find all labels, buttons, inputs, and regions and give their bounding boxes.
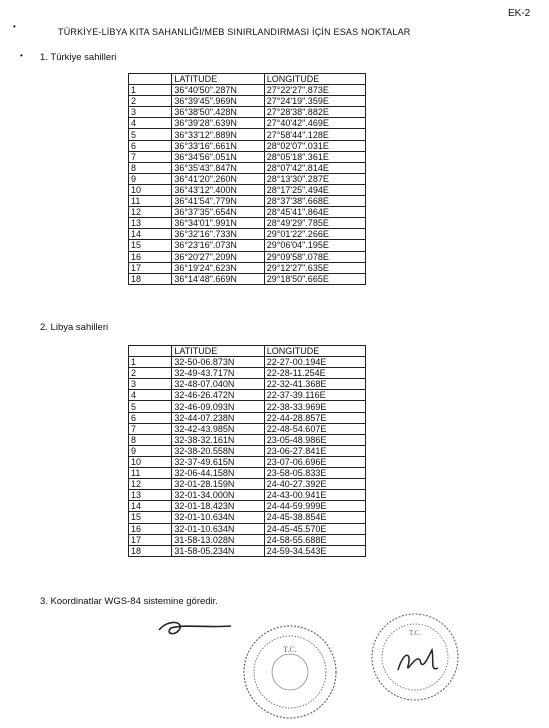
cell-longitude: 24-44-59.999E [264, 501, 365, 512]
cell-latitude: 36°41'54".779N [172, 196, 264, 207]
cell-longitude: 28°49'29".785E [264, 218, 365, 229]
annex-label: EK-2 [508, 8, 531, 19]
table-row [129, 501, 366, 512]
cell-longitude: 22-27-00.194E [264, 357, 365, 368]
cell-longitude: 28°07'42".814E [264, 162, 365, 173]
table-row [129, 207, 366, 218]
table-row [129, 140, 366, 151]
cell-longitude: 24-40-27.392E [264, 479, 365, 490]
cell-longitude: 28°37'38".668E [264, 196, 365, 207]
seal-left-text: T.C. [283, 645, 297, 654]
cell-longitude: 28°05'18".361E [264, 151, 365, 162]
cell-longitude: 22-44-28.857E [264, 412, 365, 423]
cell-latitude: 36°37'35".654N [172, 207, 264, 218]
cell-index: 4 [129, 118, 172, 129]
cell-latitude: 32-46-09.093N [172, 401, 264, 412]
table-row [129, 379, 366, 390]
cell-longitude: 24-59-34.543E [264, 545, 365, 556]
seal-right-text: T.C. [409, 629, 421, 637]
cell-index: 3 [129, 379, 172, 390]
cell-latitude: 31-58-13.028N [172, 534, 264, 545]
cell-longitude: 28°45'41".864E [264, 207, 365, 218]
cell-latitude: 36°33'12".889N [172, 129, 264, 140]
table-row [129, 445, 366, 456]
cell-index: 11 [129, 196, 172, 207]
table-row [129, 184, 366, 195]
column-header-index [129, 74, 172, 85]
cell-latitude: 36°19'24".623N [172, 262, 264, 273]
table-row [129, 401, 366, 412]
cell-longitude: 29°18'50".665E [264, 273, 365, 284]
table-row [129, 479, 366, 490]
cell-latitude: 36°43'12".400N [172, 184, 264, 195]
table-row [129, 196, 366, 207]
libya-coordinates-table [128, 345, 366, 557]
table-row [129, 173, 366, 184]
cell-latitude: 36°34'56".051N [172, 151, 264, 162]
cell-index: 13 [129, 490, 172, 501]
table-header-row [129, 74, 366, 85]
column-header-longitude: LONGITUDE [264, 346, 365, 357]
table-row [129, 434, 366, 445]
table-row [129, 240, 366, 251]
table-row [129, 162, 366, 173]
table-row [129, 512, 366, 523]
cell-longitude: 24-58-55.688E [264, 534, 365, 545]
cell-longitude: 22-48-54.607E [264, 423, 365, 434]
cell-latitude: 32-01-28.159N [172, 479, 264, 490]
cell-latitude: 32-38-20.558N [172, 445, 264, 456]
table-row [129, 468, 366, 479]
cell-longitude: 22-32-41.368E [264, 379, 365, 390]
cell-longitude: 28°17'25".494E [264, 184, 365, 195]
table-row [129, 129, 366, 140]
cell-longitude: 23-06-27.841E [264, 445, 365, 456]
signature-stroke [155, 612, 235, 642]
column-header-latitude: LATITUDE [172, 346, 264, 357]
cell-longitude: 27°24'19".359E [264, 96, 365, 107]
cell-longitude: 27°22'27".873E [264, 85, 365, 96]
cell-index: 11 [129, 468, 172, 479]
table-row [129, 545, 366, 556]
cell-latitude: 32-46-26.472N [172, 390, 264, 401]
table-row [129, 107, 366, 118]
table-row [129, 273, 366, 284]
cell-latitude: 36°14'48".669N [172, 273, 264, 284]
cell-index: 13 [129, 218, 172, 229]
bullet-mark: • [20, 51, 23, 60]
cell-index: 12 [129, 479, 172, 490]
cell-index: 17 [129, 262, 172, 273]
cell-latitude: 32-44-07.238N [172, 412, 264, 423]
cell-longitude: 29°06'04".195E [264, 240, 365, 251]
cell-index: 16 [129, 523, 172, 534]
cell-index: 12 [129, 207, 172, 218]
libya-section-heading: 2. Libya sahilleri [40, 322, 109, 333]
cell-latitude: 32-48-07.040N [172, 379, 264, 390]
cell-longitude: 29°09'58".078E [264, 251, 365, 262]
table-row [129, 390, 366, 401]
cell-longitude: 24-43-00.941E [264, 490, 365, 501]
cell-latitude: 36°39'28".639N [172, 118, 264, 129]
cell-index: 18 [129, 545, 172, 556]
cell-latitude: 32-37-49.615N [172, 456, 264, 467]
cell-index: 8 [129, 434, 172, 445]
cell-index: 6 [129, 140, 172, 151]
cell-index: 2 [129, 368, 172, 379]
cell-index: 9 [129, 173, 172, 184]
official-seal-left [240, 622, 340, 722]
cell-latitude: 32-01-18.423N [172, 501, 264, 512]
table-row [129, 218, 366, 229]
cell-latitude: 32-01-34.000N [172, 490, 264, 501]
cell-latitude: 32-49-43.717N [172, 368, 264, 379]
cell-index: 10 [129, 456, 172, 467]
official-seal-right [368, 610, 463, 705]
cell-longitude: 28°02'07".031E [264, 140, 365, 151]
cell-latitude: 32-06-44.158N [172, 468, 264, 479]
cell-index: 6 [129, 412, 172, 423]
bullet-mark: • [13, 22, 16, 31]
cell-latitude: 36°35'43".847N [172, 162, 264, 173]
cell-latitude: 32-01-10.634N [172, 523, 264, 534]
cell-index: 7 [129, 423, 172, 434]
cell-longitude: 22-37-39.116E [264, 390, 365, 401]
cell-index: 17 [129, 534, 172, 545]
cell-index: 15 [129, 240, 172, 251]
cell-index: 18 [129, 273, 172, 284]
cell-longitude: 24-45-45.570E [264, 523, 365, 534]
cell-latitude: 36°38'50".428N [172, 107, 264, 118]
cell-index: 15 [129, 512, 172, 523]
cell-index: 9 [129, 445, 172, 456]
cell-longitude: 23-58-05.833E [264, 468, 365, 479]
cell-latitude: 36°40'50".287N [172, 85, 264, 96]
cell-index: 8 [129, 162, 172, 173]
cell-index: 1 [129, 85, 172, 96]
cell-longitude: 22-28-11.254E [264, 368, 365, 379]
cell-longitude: 27°58'44".128E [264, 129, 365, 140]
table-row [129, 423, 366, 434]
cell-latitude: 36°23'16".073N [172, 240, 264, 251]
table-row [129, 251, 366, 262]
cell-longitude: 23-07-06.696E [264, 456, 365, 467]
table-row [129, 262, 366, 273]
cell-latitude: 32-50-06.873N [172, 357, 264, 368]
cell-longitude: 29°12'27".635E [264, 262, 365, 273]
cell-index: 7 [129, 151, 172, 162]
table-row [129, 490, 366, 501]
column-header-latitude: LATITUDE [172, 74, 264, 85]
cell-latitude: 32-38-32.161N [172, 434, 264, 445]
cell-latitude: 36°33'16".661N [172, 140, 264, 151]
table-row [129, 523, 366, 534]
table-row [129, 118, 366, 129]
cell-longitude: 22-38-33.969E [264, 401, 365, 412]
signature-over-seal [398, 650, 438, 670]
cell-index: 2 [129, 96, 172, 107]
coordinate-system-note: 3. Koordinatlar WGS-84 sistemine göredir. [40, 596, 218, 607]
table-row [129, 534, 366, 545]
cell-longitude: 29°01'22".266E [264, 229, 365, 240]
turkey-coordinates-table [128, 73, 366, 285]
cell-index: 1 [129, 357, 172, 368]
cell-latitude: 32-42-43.985N [172, 423, 264, 434]
table-row [129, 368, 366, 379]
cell-latitude: 31-58-05.234N [172, 545, 264, 556]
cell-longitude: 27°28'38".882E [264, 107, 365, 118]
table-row [129, 151, 366, 162]
table-row [129, 456, 366, 467]
cell-index: 4 [129, 390, 172, 401]
table-row [129, 412, 366, 423]
document-title: TÜRKİYE-LİBYA KITA SAHANLIĞI/MEB SINIRLANDIRMASI İÇİN ESAS NOKTALAR [58, 27, 411, 37]
table-row [129, 85, 366, 96]
turkey-section-heading: 1. Türkiye sahilleri [40, 52, 117, 63]
cell-index: 3 [129, 107, 172, 118]
cell-latitude: 36°41'20".260N [172, 173, 264, 184]
table-row [129, 229, 366, 240]
cell-latitude: 36°32'16".733N [172, 229, 264, 240]
column-header-longitude: LONGITUDE [264, 74, 365, 85]
column-header-index [129, 346, 172, 357]
cell-latitude: 36°20'27".209N [172, 251, 264, 262]
cell-index: 14 [129, 501, 172, 512]
cell-longitude: 28°13'30".287E [264, 173, 365, 184]
table-header-row [129, 346, 366, 357]
cell-index: 14 [129, 229, 172, 240]
cell-longitude: 24-45-38.854E [264, 512, 365, 523]
cell-longitude: 27°40'42".469E [264, 118, 365, 129]
cell-longitude: 23-05-48.986E [264, 434, 365, 445]
cell-index: 5 [129, 129, 172, 140]
table-row [129, 357, 366, 368]
cell-index: 5 [129, 401, 172, 412]
cell-index: 10 [129, 184, 172, 195]
table-row [129, 96, 366, 107]
cell-latitude: 32-01-10.634N [172, 512, 264, 523]
cell-index: 16 [129, 251, 172, 262]
cell-latitude: 36°34'01".991N [172, 218, 264, 229]
cell-latitude: 36°39'45".969N [172, 96, 264, 107]
